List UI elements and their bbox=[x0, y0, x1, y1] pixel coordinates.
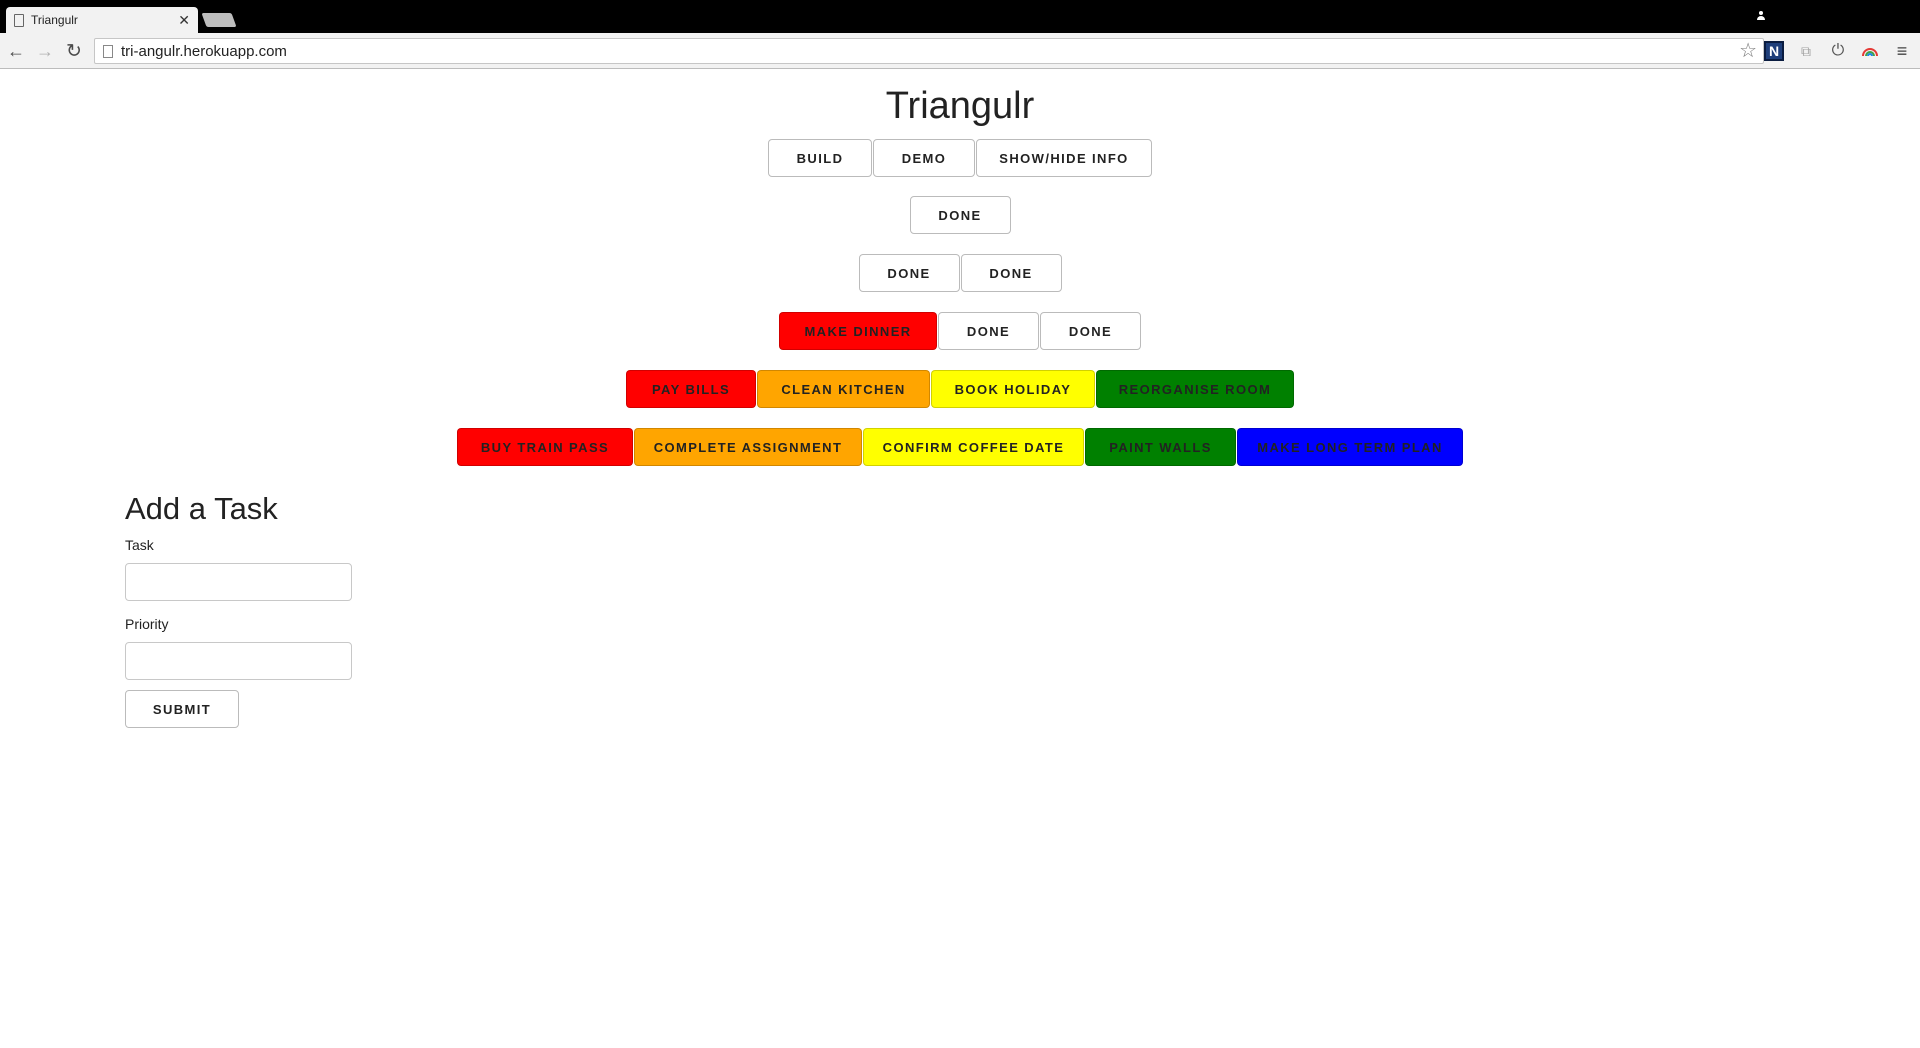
pyramid-row-2 bbox=[0, 254, 1920, 292]
pyramid-row-5 bbox=[0, 428, 1920, 466]
add-task-heading: Add a Task bbox=[125, 491, 278, 526]
pyramid-row-1 bbox=[0, 196, 1920, 234]
extension-n-icon[interactable]: N bbox=[1764, 41, 1784, 61]
browser-tab[interactable] bbox=[6, 7, 198, 33]
pyramid-row-3 bbox=[0, 312, 1920, 350]
profile-icon[interactable] bbox=[1756, 11, 1766, 21]
task-button-confirm-coffee-date[interactable]: CONFIRM COFFEE DATE bbox=[863, 428, 1084, 466]
task-button-paint-walls[interactable]: PAINT WALLS bbox=[1085, 428, 1236, 466]
task-button-buy-train-pass[interactable]: BUY TRAIN PASS bbox=[457, 428, 633, 466]
task-button-make-dinner[interactable]: MAKE DINNER bbox=[779, 312, 937, 350]
show-hide-info-button[interactable]: SHOW/HIDE INFO bbox=[976, 139, 1152, 177]
priority-input[interactable] bbox=[125, 642, 352, 680]
url-text[interactable]: tri-angulr.herokuapp.com bbox=[121, 42, 287, 60]
task-button-r2-2[interactable]: DONE bbox=[961, 254, 1062, 292]
build-button[interactable]: BUILD bbox=[768, 139, 872, 177]
page-content bbox=[0, 70, 1920, 1048]
extension-puzzle-icon[interactable]: ⧉ bbox=[1801, 42, 1811, 59]
task-button-r2-1[interactable]: DONE bbox=[859, 254, 960, 292]
task-button-complete-assignment[interactable]: COMPLETE ASSIGNMENT bbox=[634, 428, 862, 466]
priority-label: Priority bbox=[125, 616, 169, 632]
browser-toolbar bbox=[0, 33, 1920, 69]
extension-rainbow-icon[interactable] bbox=[1860, 41, 1880, 61]
reload-icon[interactable]: ↻ bbox=[66, 40, 82, 62]
bookmark-star-icon[interactable]: ☆ bbox=[1739, 40, 1757, 62]
new-tab-button[interactable] bbox=[201, 13, 236, 27]
task-button-reorganise-room[interactable]: REORGANISE ROOM bbox=[1096, 370, 1294, 408]
task-button-r3-2[interactable]: DONE bbox=[938, 312, 1039, 350]
task-button-clean-kitchen[interactable]: CLEAN KITCHEN bbox=[757, 370, 930, 408]
tab-title: Triangulr bbox=[31, 13, 78, 27]
tab-strip bbox=[0, 0, 1920, 33]
demo-button[interactable]: DEMO bbox=[873, 139, 975, 177]
page-favicon-icon bbox=[14, 14, 24, 27]
close-tab-icon[interactable]: ✕ bbox=[178, 12, 190, 28]
page-title: Triangulr bbox=[885, 85, 1035, 127]
task-button-make-long-term-plan[interactable]: MAKE LONG TERM PLAN bbox=[1237, 428, 1463, 466]
task-button-pay-bills[interactable]: PAY BILLS bbox=[626, 370, 756, 408]
task-button-r3-3[interactable]: DONE bbox=[1040, 312, 1141, 350]
submit-button[interactable]: SUBMIT bbox=[125, 690, 239, 728]
task-button-book-holiday[interactable]: BOOK HOLIDAY bbox=[931, 370, 1095, 408]
back-arrow-icon[interactable]: ← bbox=[7, 40, 25, 61]
page-info-icon[interactable] bbox=[103, 45, 113, 58]
add-task-form bbox=[125, 491, 352, 728]
task-button-r1-1[interactable]: DONE bbox=[910, 196, 1011, 234]
address-bar[interactable] bbox=[94, 38, 1764, 64]
task-label: Task bbox=[125, 537, 154, 553]
extension-power-icon[interactable]: ⏻ bbox=[1831, 42, 1845, 59]
forward-arrow-icon[interactable]: → bbox=[36, 40, 54, 61]
control-bar bbox=[0, 139, 1920, 177]
task-input[interactable] bbox=[125, 563, 352, 601]
pyramid-row-4 bbox=[0, 370, 1920, 408]
menu-icon[interactable]: ≡ bbox=[1896, 40, 1908, 61]
